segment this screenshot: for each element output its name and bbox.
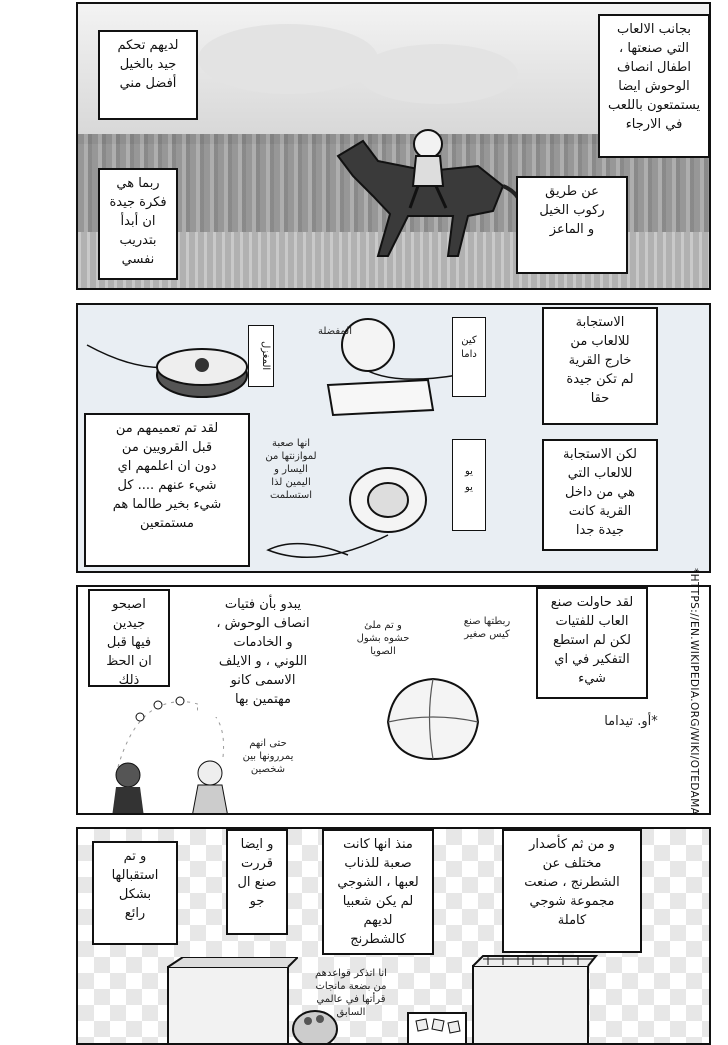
panel-toys bbox=[76, 303, 711, 573]
sfx-small-bag: ربطتها صنع كيس صغير bbox=[463, 616, 511, 640]
shogi-board-illustration bbox=[468, 951, 598, 1045]
speech-box-right: لقد حاولت صنع العاب للفتيات لكن لم استطع التفكير في اي شيء bbox=[536, 587, 648, 699]
speech-box-center-left: و ايضا قررت صنع ال جو bbox=[226, 829, 288, 935]
panel-shogi bbox=[76, 827, 711, 1045]
cloud bbox=[358, 44, 518, 104]
sfx-juggle-pair: حتى انهم يمررونها بين شخصين bbox=[242, 738, 294, 775]
label-yoyo: يو يو bbox=[452, 439, 486, 531]
sfx-remember-rules: انا اتذكر قواعدهم من بضعة مانجات قرأتها في عالمي السابق bbox=[315, 968, 387, 1018]
speech-box-left: لقد تم تعميمهم من قبل القرويين من دون ان اعلمهم اي شيء عنهم .... كل شيء بخير طالما هم مستمتعين bbox=[84, 413, 250, 567]
speech-box-right-top: بجانب الالعاب التي صنعتها ، اطفال انصاف الوحوش ايضا يستمتعون باللعب في الارجاء bbox=[598, 14, 710, 158]
speech-box-left-bottom: ربما هي فكرة جيدة ان أبدأ بتدريب نفسي bbox=[98, 168, 178, 280]
horse-rider-illustration bbox=[318, 116, 538, 276]
panel-horse-riding bbox=[76, 2, 711, 290]
speech-box-center: يبدو بأن فتيات انصاف الوحوش ، و الخادمات اللوني ، و الايلف الاسمى كانو مهتمين بها bbox=[198, 591, 328, 717]
shogi-pieces-box bbox=[406, 1007, 468, 1045]
speech-box-right-bottom: عن طريق ركوب الخيل و الماعز bbox=[516, 176, 628, 274]
speech-box-left-top: لديهم تحكم جيد بالخيل أفضل مني bbox=[98, 30, 198, 120]
footnote-otedama: *أو. تيداما bbox=[604, 714, 658, 729]
speech-box-left: و تم استقبالها بشكل رائع bbox=[92, 841, 178, 945]
sfx-favorite: المفضلة bbox=[317, 326, 352, 337]
beanbag-illustration bbox=[378, 667, 488, 767]
source-url: *HTTPS://EN.WIKIPEDIA.ORG/WIKI/OTEDAMA bbox=[688, 568, 700, 816]
label-kendama: كين داما bbox=[452, 317, 486, 397]
go-board-illustration bbox=[158, 957, 298, 1045]
sfx-balance-note: انها صعبة لموازنتها من اليسار و اليمين لذا استسلمت bbox=[265, 438, 317, 501]
sfx-filled-soybeans: و تم ملئ حشوه بشول الصويا bbox=[356, 620, 410, 657]
speech-box-right-top: الاستجابة للالعاب من خارج القرية لم تكن جيدة حقا bbox=[542, 307, 658, 425]
speech-box-left: اصبحو جيدين فيها قبل ان الحظ ذلك bbox=[88, 589, 170, 687]
panel-otedama bbox=[76, 585, 711, 815]
label-spinning-top: المغزل bbox=[248, 325, 274, 387]
speech-box-right: و من ثم كأصدار مختلف عن الشطرنج ، صنعت مجموعة شوجي كاملة bbox=[502, 829, 642, 953]
cloud bbox=[198, 24, 378, 94]
speech-box-right-bottom: لكن الاستجابة للالعاب التي هي من داخل القرية كانت جيدة جدا bbox=[542, 439, 658, 551]
speech-box-center: منذ انها كانت صعبة للذناب لعبها ، الشوجي لم يكن شعبيا لديهم كالشطرنج bbox=[322, 829, 434, 955]
